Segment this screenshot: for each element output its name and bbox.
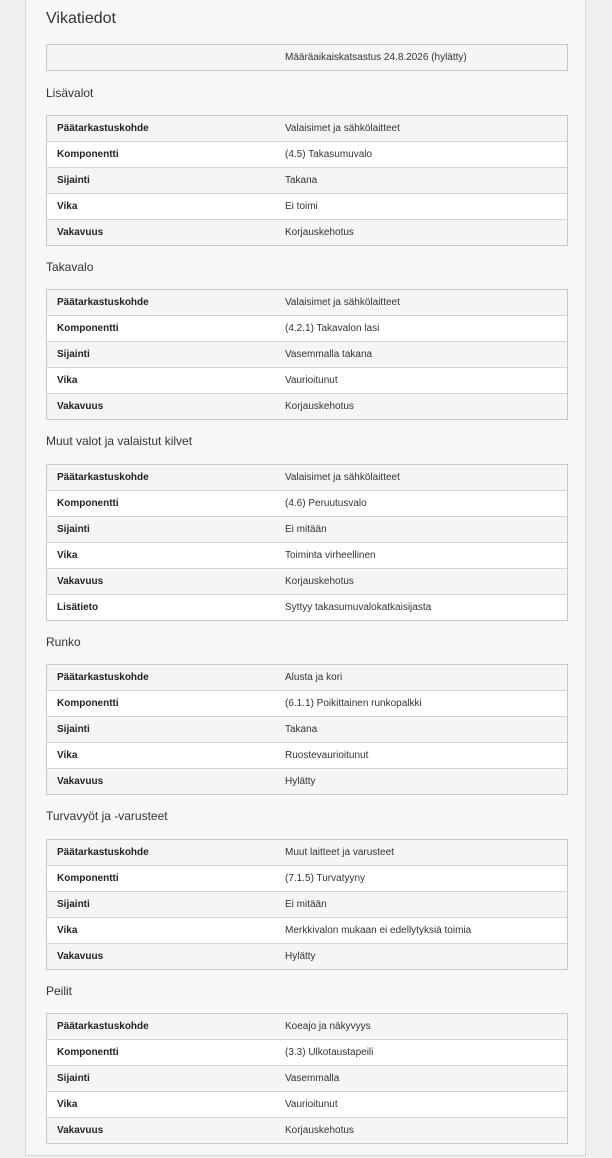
row-label: Vakavuus (47, 769, 276, 795)
summary-label (47, 45, 276, 71)
defect-table-takavalo (46, 289, 568, 420)
table-row (47, 116, 568, 142)
row-label: Sijainti (47, 892, 276, 918)
table-row (47, 220, 568, 246)
row-label: Päätarkastuskohde (47, 465, 276, 491)
row-label: Vakavuus (47, 1118, 276, 1144)
row-label: Komponentti (47, 1040, 276, 1066)
row-label: Vika (47, 918, 276, 944)
group-heading-takavalo: Takavalo (46, 260, 94, 274)
row-label: Sijainti (47, 517, 276, 543)
table-row (47, 168, 568, 194)
row-label: Vakavuus (47, 944, 276, 970)
row-value: Hylätty (275, 944, 568, 970)
row-label: Päätarkastuskohde (47, 290, 276, 316)
table-row (47, 394, 568, 420)
table-row (47, 918, 568, 944)
row-value: Ei mitään (275, 892, 568, 918)
table-row (47, 1014, 568, 1040)
group-heading-muut-valot: Muut valot ja valaistut kilvet (46, 434, 193, 448)
row-label: Komponentti (47, 316, 276, 342)
table-row (47, 665, 568, 691)
table-row (47, 769, 568, 795)
row-value: Vaurioitunut (275, 1092, 568, 1118)
row-label: Komponentti (47, 866, 276, 892)
row-value: (3.3) Ulkotaustapeili (275, 1040, 568, 1066)
page-title: Vikatiedot (46, 10, 116, 27)
row-label: Päätarkastuskohde (47, 1014, 276, 1040)
row-value: Ei mitään (275, 517, 568, 543)
row-value: Korjauskehotus (275, 394, 568, 420)
group-heading-peilit: Peilit (46, 984, 73, 998)
table-row (47, 45, 568, 71)
row-label: Sijainti (47, 717, 276, 743)
table-row (47, 1118, 568, 1144)
row-label: Vika (47, 543, 276, 569)
row-value: Vaurioitunut (275, 368, 568, 394)
row-value: Ruostevaurioitunut (275, 743, 568, 769)
row-label: Vika (47, 743, 276, 769)
defect-table-muut-valot (46, 464, 568, 621)
row-value: Alusta ja kori (275, 665, 568, 691)
table-row (47, 517, 568, 543)
table-row (47, 342, 568, 368)
row-label: Vika (47, 368, 276, 394)
row-label: Lisätieto (47, 595, 276, 621)
row-value: Korjauskehotus (275, 220, 568, 246)
row-value: Syttyy takasumuvalokatkaisijasta (275, 595, 568, 621)
row-label: Sijainti (47, 1066, 276, 1092)
table-row (47, 290, 568, 316)
table-row (47, 595, 568, 621)
table-row (47, 717, 568, 743)
table-row (47, 465, 568, 491)
table-row (47, 866, 568, 892)
row-label: Vakavuus (47, 394, 276, 420)
table-row (47, 1092, 568, 1118)
row-label: Vakavuus (47, 220, 276, 246)
table-row (47, 491, 568, 517)
row-value: Merkkivalon mukaan ei edellytyksiä toimia (275, 918, 568, 944)
row-value: (7.1.5) Turvatyyny (275, 866, 568, 892)
row-label: Komponentti (47, 491, 276, 517)
row-value: Korjauskehotus (275, 1118, 568, 1144)
table-row (47, 316, 568, 342)
group-heading-lisavalot: Lisävalot (46, 86, 94, 100)
row-label: Päätarkastuskohde (47, 665, 276, 691)
defect-table-peilit (46, 1013, 568, 1144)
table-row (47, 743, 568, 769)
row-value: Muut laitteet ja varusteet (275, 840, 568, 866)
row-value: Toiminta virheellinen (275, 543, 568, 569)
row-label: Vika (47, 194, 276, 220)
inspection-summary-table (46, 44, 568, 71)
table-row (47, 569, 568, 595)
defect-details-panel (25, 0, 586, 1156)
row-value: Vasemmalla takana (275, 342, 568, 368)
group-heading-turvavyot: Turvavyöt ja -varusteet (46, 809, 168, 823)
table-row (47, 1040, 568, 1066)
defect-table-runko (46, 664, 568, 795)
row-value: Ei toimi (275, 194, 568, 220)
table-row (47, 1066, 568, 1092)
row-value: Valaisimet ja sähkölaitteet (275, 116, 568, 142)
row-label: Vika (47, 1092, 276, 1118)
defect-table-lisavalot (46, 115, 568, 246)
table-row (47, 892, 568, 918)
row-label: Komponentti (47, 691, 276, 717)
row-label: Sijainti (47, 342, 276, 368)
summary-value: Määräaikaiskatsastus 24.8.2026 (hylätty) (275, 45, 568, 71)
table-row (47, 142, 568, 168)
row-value: Korjauskehotus (275, 569, 568, 595)
row-value: Valaisimet ja sähkölaitteet (275, 290, 568, 316)
row-value: Vasemmalla (275, 1066, 568, 1092)
group-heading-runko: Runko (46, 635, 81, 649)
row-value: (6.1.1) Poikittainen runkopalkki (275, 691, 568, 717)
row-value: (4.6) Peruutusvalo (275, 491, 568, 517)
row-value: Takana (275, 168, 568, 194)
row-value: (4.5) Takasumuvalo (275, 142, 568, 168)
row-label: Vakavuus (47, 569, 276, 595)
row-value: Takana (275, 717, 568, 743)
defect-table-turvavyot (46, 839, 568, 970)
row-value: (4.2.1) Takavalon lasi (275, 316, 568, 342)
table-row (47, 543, 568, 569)
row-label: Komponentti (47, 142, 276, 168)
row-value: Koeajo ja näkyvyys (275, 1014, 568, 1040)
row-label: Päätarkastuskohde (47, 840, 276, 866)
table-row (47, 368, 568, 394)
row-value: Valaisimet ja sähkölaitteet (275, 465, 568, 491)
table-row (47, 944, 568, 970)
table-row (47, 194, 568, 220)
table-row (47, 691, 568, 717)
row-label: Sijainti (47, 168, 276, 194)
row-label: Päätarkastuskohde (47, 116, 276, 142)
table-row (47, 840, 568, 866)
row-value: Hylätty (275, 769, 568, 795)
